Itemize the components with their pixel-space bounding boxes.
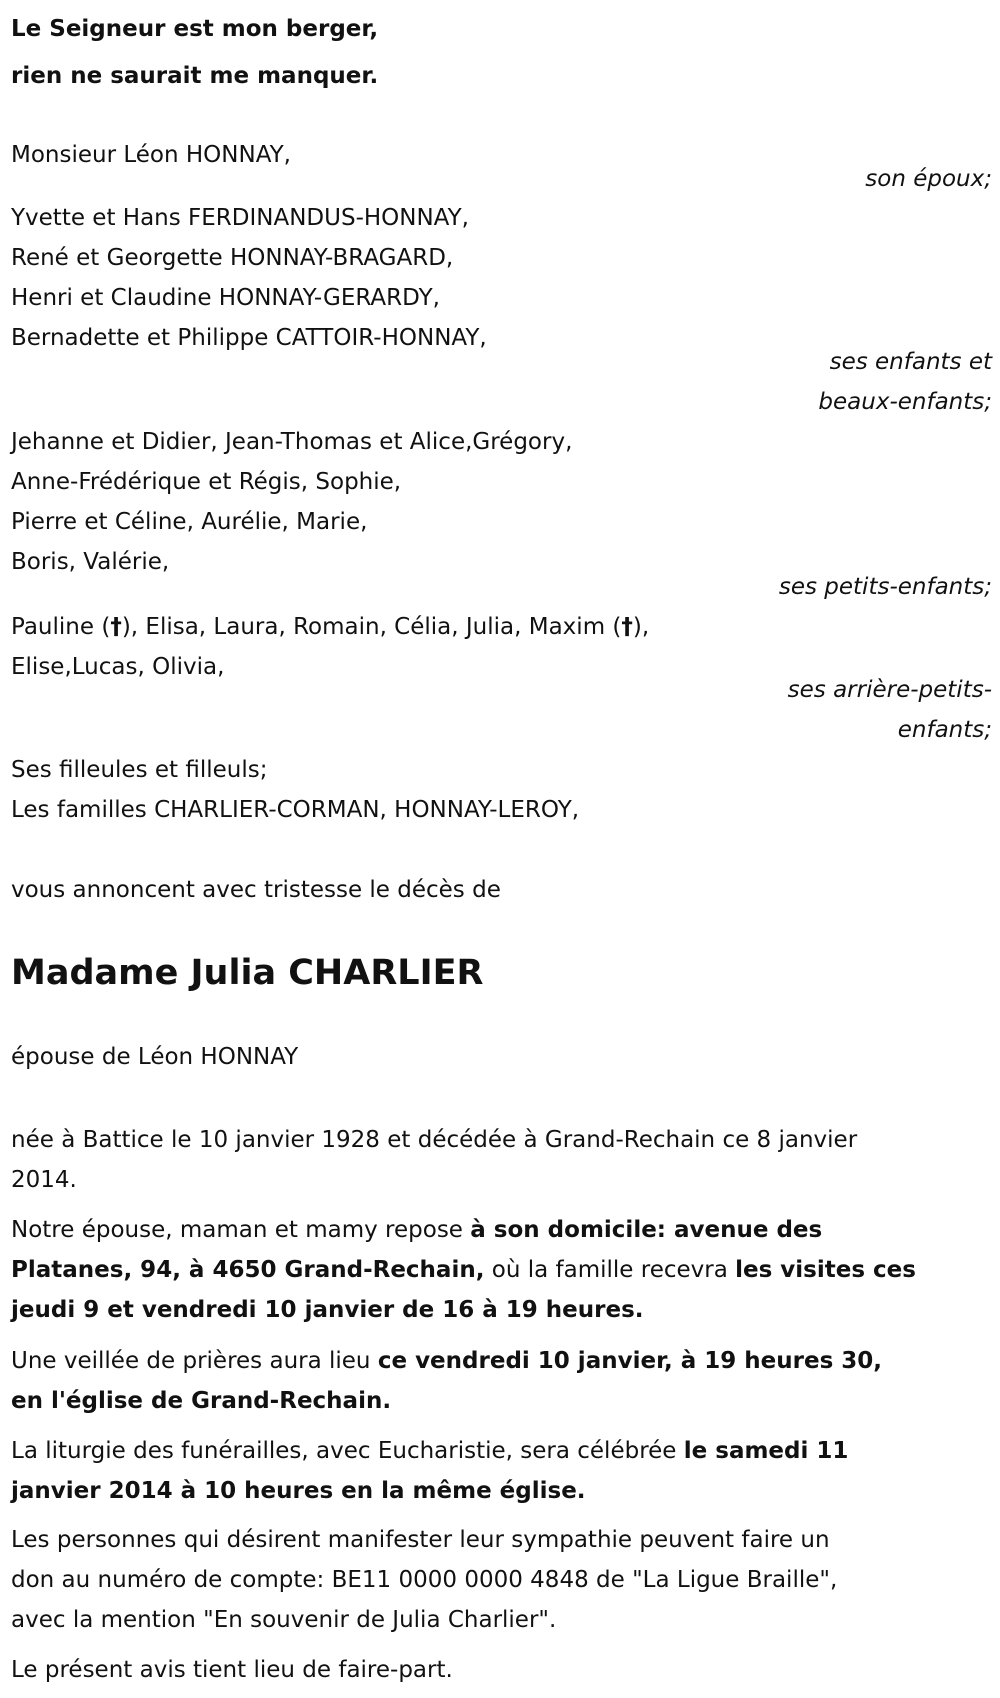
visitation-paragraph bbox=[11, 1210, 992, 1330]
family-grandchildren bbox=[11, 422, 992, 582]
cross-icon: † bbox=[621, 614, 633, 640]
spouse-line: épouse de Léon HONNAY bbox=[11, 1044, 299, 1070]
text: La liturgie des funérailles, avec Eucharistie, sera célébrée bbox=[11, 1438, 684, 1464]
text: Platanes, 94, à 4650 Grand-Rechain, bbox=[11, 1257, 485, 1283]
text: Une veillée de prières aura lieu bbox=[11, 1348, 378, 1374]
family-line: Boris, Valérie, bbox=[11, 549, 170, 575]
relation-label bbox=[788, 670, 992, 750]
family-spouse bbox=[11, 135, 992, 175]
verse bbox=[11, 9, 992, 96]
text: Pauline ( bbox=[11, 614, 111, 640]
family-children bbox=[11, 198, 992, 358]
family-line: Jehanne et Didier, Jean-Thomas et Alice,Grégory, bbox=[11, 429, 573, 455]
text: les visites ces bbox=[735, 1257, 916, 1283]
text-line: 2014. bbox=[11, 1167, 77, 1193]
family-line: Henri et Claudine HONNAY-GERARDY, bbox=[11, 285, 440, 311]
family-line: Elise,Lucas, Olivia, bbox=[11, 654, 225, 680]
text-line: janvier 2014 à 10 heures en la même église. bbox=[11, 1478, 586, 1504]
text-line: jeudi 9 et vendredi 10 janvier de 16 à 19 heures. bbox=[11, 1297, 644, 1323]
closing-note: Le présent avis tient lieu de faire-part. bbox=[11, 1657, 453, 1683]
text-line: née à Battice le 10 janvier 1928 et décédée à Grand-Rechain ce 8 janvier bbox=[11, 1127, 858, 1153]
family-others bbox=[11, 750, 992, 830]
verse-line: Le Seigneur est mon berger, bbox=[11, 16, 379, 42]
family-line: Yvette et Hans FERDINANDUS-HONNAY, bbox=[11, 205, 469, 231]
text-line: avec la mention "En souvenir de Julia Charlier". bbox=[11, 1607, 557, 1633]
relation-label bbox=[818, 342, 992, 422]
text-line: don au numéro de compte: BE11 0000 0000 4848 de "La Ligue Braille", bbox=[11, 1567, 838, 1593]
relation-label: son époux; bbox=[865, 166, 992, 192]
family-line: Bernadette et Philippe CATTOIR-HONNAY, bbox=[11, 325, 487, 351]
birth-death-paragraph bbox=[11, 1120, 992, 1200]
family-line: Monsieur Léon HONNAY, bbox=[11, 142, 291, 168]
deceased-name: Madame Julia CHARLIER bbox=[11, 953, 484, 993]
relation-line: ses enfants et bbox=[829, 349, 992, 375]
family-line: Pierre et Céline, Aurélie, Marie, bbox=[11, 509, 368, 535]
cross-icon: † bbox=[110, 614, 122, 640]
relation-label: ses petits-enfants; bbox=[778, 574, 992, 600]
family-line: René et Georgette HONNAY-BRAGARD, bbox=[11, 245, 454, 271]
verse-line: rien ne saurait me manquer. bbox=[11, 63, 379, 89]
text: où la famille recevra bbox=[484, 1257, 736, 1283]
text-line: en l'église de Grand-Rechain. bbox=[11, 1388, 392, 1414]
relation-line: enfants; bbox=[897, 717, 992, 743]
family-line: Les familles CHARLIER-CORMAN, HONNAY-LEROY, bbox=[11, 797, 580, 823]
family-line bbox=[11, 607, 992, 647]
text: ), bbox=[632, 614, 650, 640]
family-line: Anne-Frédérique et Régis, Sophie, bbox=[11, 469, 402, 495]
family-line: Ses filleules et filleuls; bbox=[11, 757, 268, 783]
text: ce vendredi 10 janvier, à 19 heures 30, bbox=[377, 1348, 883, 1374]
text: à son domicile: avenue des bbox=[470, 1217, 823, 1243]
announcement: vous annoncent avec tristesse le décès de bbox=[11, 877, 501, 903]
text-line: Les personnes qui désirent manifester leur sympathie peuvent faire un bbox=[11, 1527, 830, 1553]
vigil-paragraph bbox=[11, 1341, 992, 1421]
text: le samedi 11 bbox=[683, 1438, 849, 1464]
relation-line: beaux-enfants; bbox=[818, 389, 992, 415]
relation-line: ses arrière-petits- bbox=[787, 677, 992, 703]
funeral-paragraph bbox=[11, 1431, 992, 1511]
text: Notre épouse, maman et mamy repose bbox=[11, 1217, 471, 1243]
text: ), Elisa, Laura, Romain, Célia, Julia, Maxim ( bbox=[121, 614, 622, 640]
donation-paragraph bbox=[11, 1520, 992, 1640]
